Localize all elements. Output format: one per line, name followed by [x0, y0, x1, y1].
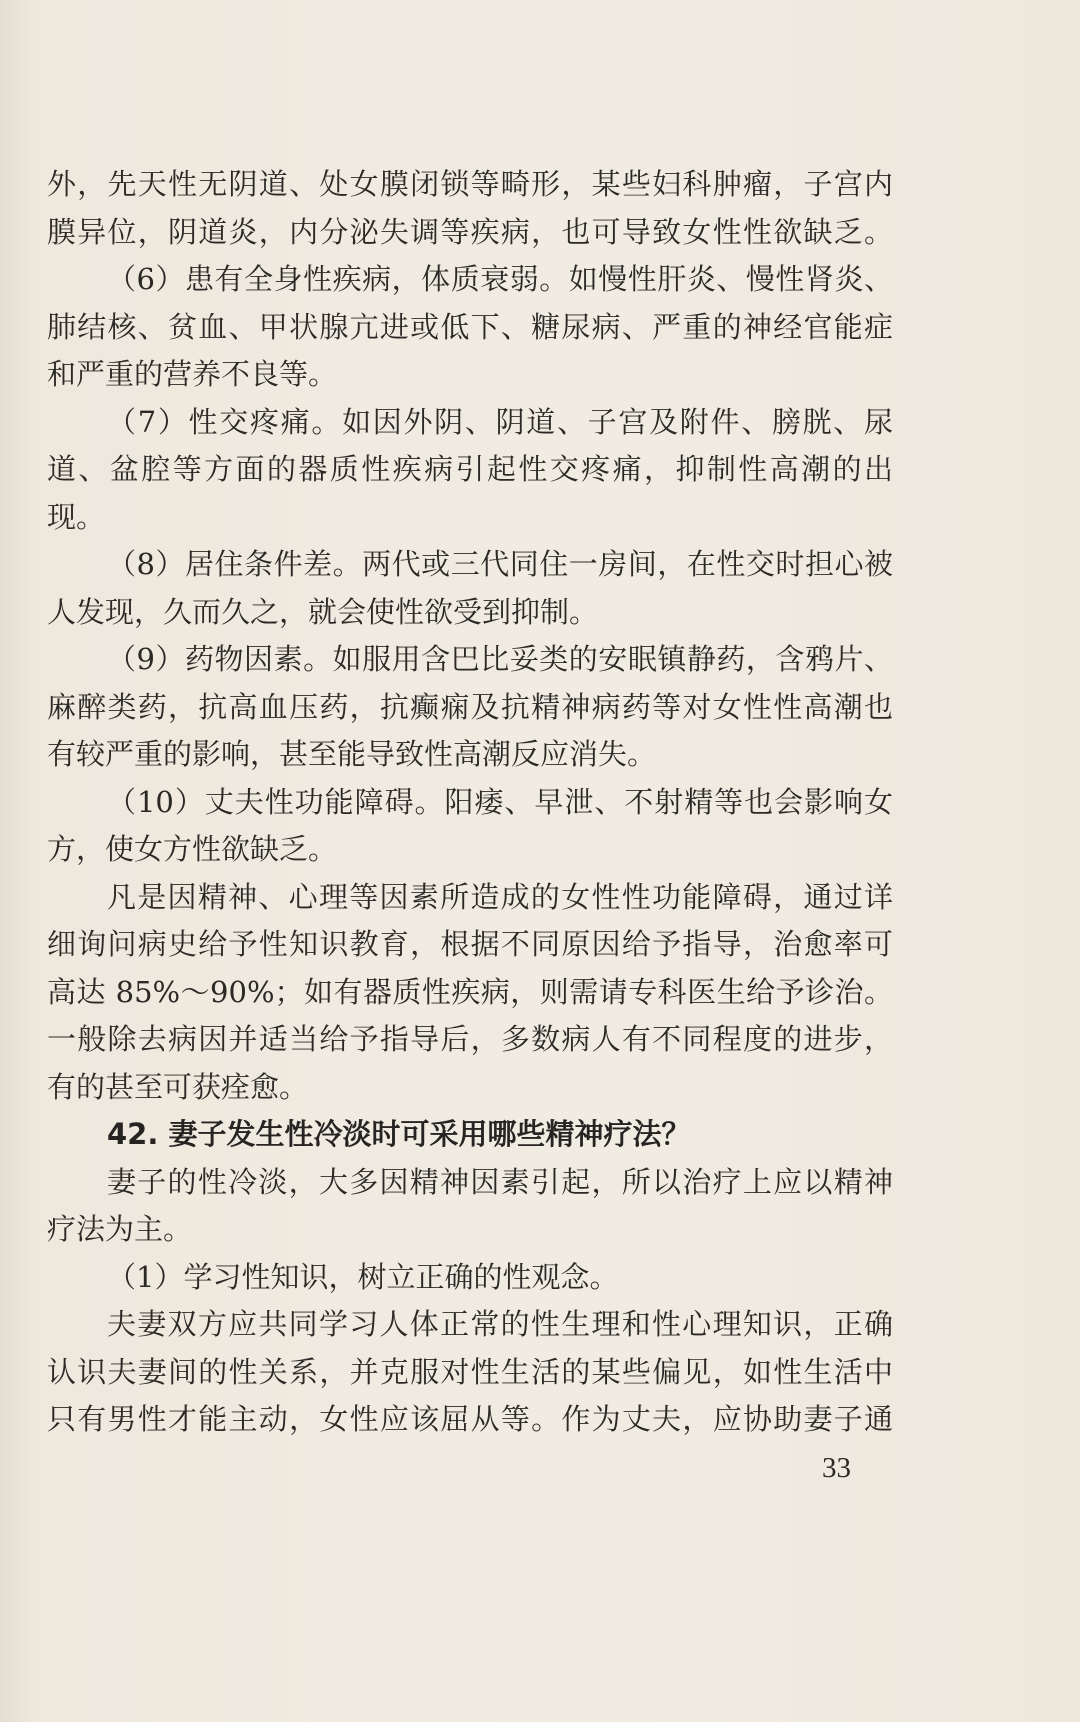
text-line: （7）性交疼痛。如因外阴、阴道、子宫及附件、膀胱、尿 [107, 404, 893, 439]
text-line: （1）学习性知识，树立正确的性观念。 [107, 1259, 619, 1294]
text-line: 人发现，久而久之，就会使性欲受到抑制。 [47, 594, 599, 629]
text-line: 高达 85%～90%；如有器质性疾病，则需请专科医生给予诊治。 [47, 974, 893, 1009]
paragraph [47, 256, 893, 399]
text-line: 现。 [47, 499, 106, 534]
text-line: 和严重的营养不良等。 [47, 357, 338, 391]
body-text [47, 161, 893, 1444]
paragraph [47, 779, 893, 874]
text-line: 麻醉类药，抗高血压药，抗癫痫及抗精神病药等对女性性高潮也 [47, 689, 893, 724]
text-line: （8）居住条件差。两代或三代同住一房间，在性交时担心被 [107, 547, 893, 581]
text-line: （9）药物因素。如服用含巴比妥类的安眠镇静药，含鸦片、 [107, 642, 893, 676]
text-line: 膜异位，阴道炎，内分泌失调等疾病，也可导致女性性欲缺乏。 [47, 214, 893, 249]
text-line: 认识夫妻间的性关系，并克服对性生活的某些偏见，如性生活中 [47, 1354, 893, 1389]
text-line: 一般除去病因并适当给予指导后，多数病人有不同程度的进步， [47, 1022, 893, 1056]
text-line: 细询问病史给予性知识教育，根据不同原因给予指导，治愈率可 [47, 927, 893, 961]
paragraph [47, 541, 893, 636]
text-line: 妻子的性冷淡，大多因精神因素引起，所以治疗上应以精神 [107, 1164, 893, 1199]
text-line: 疗法为主。 [47, 1212, 193, 1246]
paragraph [47, 399, 893, 542]
text-line: 方，使女方性欲缺乏。 [47, 832, 338, 866]
text-line: 有较严重的影响，甚至能导致性高潮反应消失。 [47, 737, 657, 771]
paragraph [47, 1301, 893, 1444]
section-heading [47, 1111, 893, 1159]
heading-text: 42. 妻子发生性冷淡时可采用哪些精神疗法？ [107, 1117, 691, 1151]
paragraph [47, 636, 893, 779]
text-line: 夫妻双方应共同学习人体正常的性生理和性心理知识，正确 [107, 1307, 893, 1341]
text-line: （10）丈夫性功能障碍。阳痿、早泄、不射精等也会影响女 [107, 784, 893, 819]
text-line: 肺结核、贫血、甲状腺亢进或低下、糖尿病、严重的神经官能症 [47, 309, 893, 344]
text-line: 凡是因精神、心理等因素所造成的女性性功能障碍，通过详 [107, 879, 893, 914]
text-line: 外，先天性无阴道、处女膜闭锁等畸形，某些妇科肿瘤，子宫内 [47, 167, 893, 201]
text-line: （6）患有全身性疾病，体质衰弱。如慢性肝炎、慢性肾炎、 [107, 262, 893, 296]
text-line: 有的甚至可获痊愈。 [47, 1069, 309, 1104]
page-number: 33 [822, 1452, 851, 1484]
paragraph [47, 161, 893, 256]
paragraph [47, 1159, 893, 1254]
text-line: 只有男性才能主动，女性应该屈从等。作为丈夫，应协助妻子通 [47, 1402, 893, 1436]
paragraph [47, 874, 893, 1112]
paragraph [47, 1254, 893, 1302]
text-line: 道、盆腔等方面的器质性疾病引起性交疼痛，抑制性高潮的出 [47, 452, 893, 486]
